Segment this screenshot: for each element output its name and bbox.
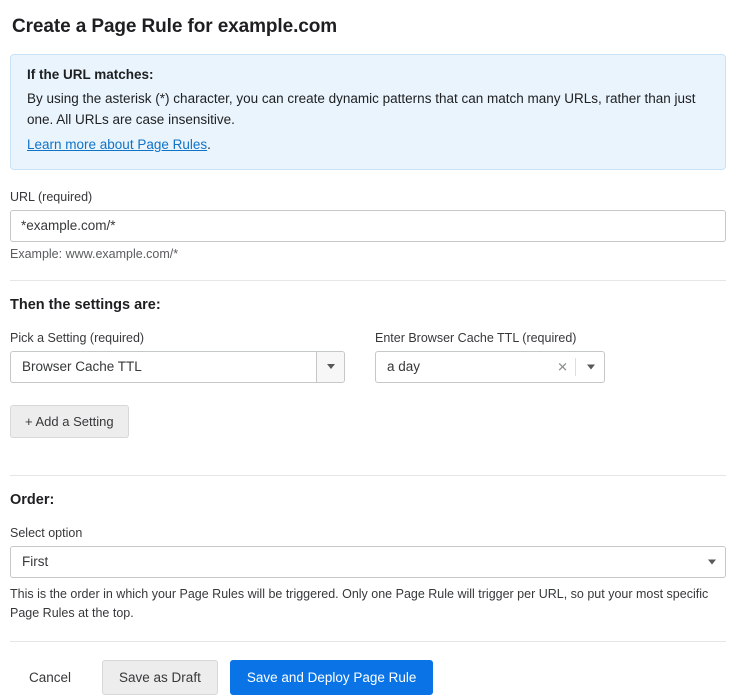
pick-setting-label: Pick a Setting (required)	[10, 330, 145, 345]
select-separator	[575, 358, 576, 376]
order-section-title: Order:	[10, 491, 55, 508]
url-field-hint: Example: www.example.com/*	[10, 246, 179, 261]
divider-1	[10, 280, 726, 281]
info-box-body	[27, 89, 709, 156]
browser-cache-ttl-label: Enter Browser Cache TTL (required)	[375, 330, 577, 345]
page-title: Create a Page Rule for example.com	[12, 16, 338, 37]
order-select-label: Select option	[10, 525, 83, 540]
order-select[interactable]	[10, 546, 726, 578]
info-link-suffix: .	[207, 136, 211, 152]
settings-row	[10, 331, 726, 383]
pick-setting-group	[10, 331, 345, 383]
settings-section-title: Then the settings are:	[10, 296, 161, 313]
browser-cache-ttl-group	[375, 331, 605, 383]
url-match-info-box	[10, 54, 726, 170]
learn-more-link[interactable]: Learn more about Page Rules	[27, 136, 208, 152]
cancel-button[interactable]: Cancel	[10, 660, 90, 695]
chevron-down-icon[interactable]	[587, 364, 595, 369]
add-setting-button[interactable]: + Add a Setting	[10, 405, 129, 438]
url-field-label: URL (required)	[10, 189, 93, 204]
clear-icon[interactable]: ✕	[557, 359, 568, 375]
url-input[interactable]	[10, 210, 726, 242]
save-and-deploy-button[interactable]: Save and Deploy Page Rule	[230, 660, 434, 695]
browser-cache-ttl-value: a day	[387, 359, 421, 375]
info-box-title: If the URL matches:	[27, 67, 154, 82]
divider-3	[10, 641, 726, 642]
form-actions	[10, 660, 726, 695]
pick-setting-dropdown-button[interactable]	[316, 352, 344, 382]
pick-setting-value: Browser Cache TTL	[22, 359, 142, 375]
order-select-value: First	[22, 554, 49, 570]
info-box-text: By using the asterisk (*) character, you can create dynamic patterns that can match many URLs, rather than just one. All URLs are case insensitive.	[27, 91, 696, 127]
chevron-down-icon[interactable]	[708, 559, 716, 564]
save-as-draft-button[interactable]: Save as Draft	[102, 660, 218, 695]
browser-cache-ttl-select[interactable]	[375, 351, 605, 383]
divider-2	[10, 475, 726, 476]
chevron-down-icon	[327, 364, 335, 369]
order-note: This is the order in which your Page Rules will be triggered. Only one Page Rule will trigger per URL, so put your most specific Page Rules at the top.	[10, 586, 709, 620]
pick-setting-select[interactable]	[10, 351, 345, 383]
